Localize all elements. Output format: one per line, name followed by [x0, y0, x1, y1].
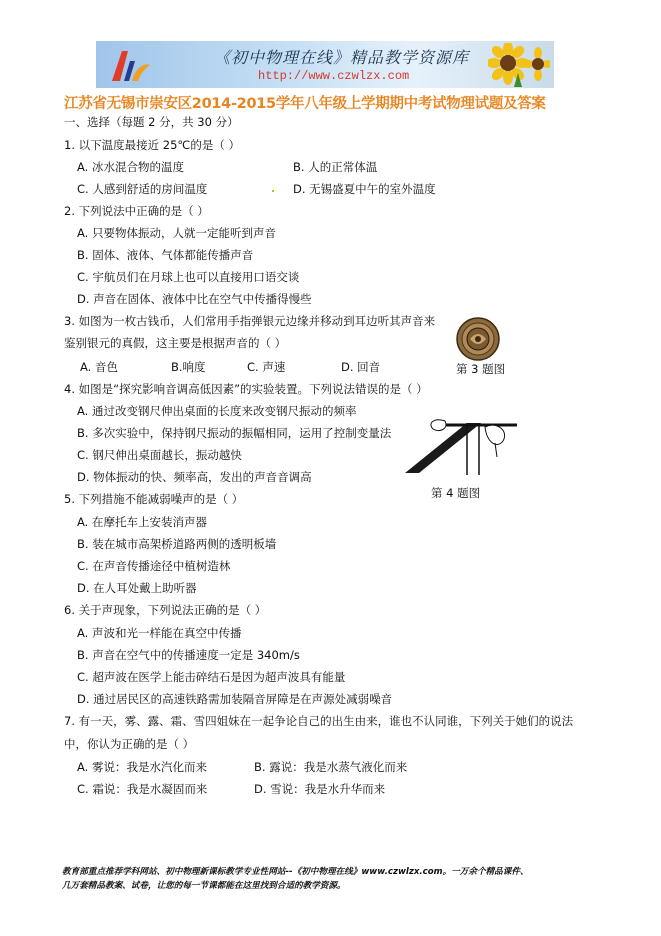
question-1-option-b[interactable]: B. 人的正常体温	[293, 160, 378, 174]
question-6-option-b[interactable]: B. 声音在空气中的传播速度一定是 340m/s	[77, 648, 300, 662]
question-7-option-b[interactable]: B. 露说：我是水蒸气液化而来	[254, 760, 408, 774]
section-header: 一、选择（每题 2 分，共 30 分）	[64, 115, 239, 129]
question-3-option-c[interactable]: C. 声速	[247, 360, 286, 374]
question-2-option-c[interactable]: C. 宇航员们在月球上也可以直接用口语交谈	[77, 270, 300, 284]
question-5-option-a[interactable]: A. 在摩托车上安装消声器	[77, 515, 207, 529]
question-1-option-c[interactable]: C. 人感到舒适的房间温度	[77, 182, 208, 196]
question-6-option-d[interactable]: D. 通过居民区的高速铁路需加装隔音屏障是在声源处减弱噪音	[77, 692, 393, 706]
question-2-option-a[interactable]: A. 只要物体振动，人就一定能听到声音	[77, 226, 276, 240]
question-4-option-b[interactable]: B. 多次实验中，保持钢尺振动的振幅相同，运用了控制变量法	[77, 426, 392, 440]
stray-dot	[272, 190, 274, 192]
figure-3-caption: 第 3 题图	[456, 362, 506, 376]
question-7-stem-line2: 中，你认为正确的是（ ）	[64, 737, 195, 751]
question-3-stem-line2: 鉴别银元的真假，这主要是根据声音的（ ）	[64, 336, 287, 350]
question-1-option-d[interactable]: D. 无锡盛夏中午的室外温度	[293, 182, 436, 196]
header-banner	[96, 41, 554, 88]
question-4-option-d[interactable]: D. 物体振动的快、频率高，发出的声音音调高	[77, 470, 312, 484]
footer-line-2: 几万套精品教案、试卷，让您的每一节课都能在这里找到合适的教学资源。	[62, 881, 346, 891]
question-2-stem: 2. 下列说法中正确的是（ ）	[64, 204, 209, 218]
question-4-option-a[interactable]: A. 通过改变钢尺伸出桌面的长度来改变钢尺振动的频率	[77, 404, 357, 418]
question-6-option-c[interactable]: C. 超声波在医学上能击碎结石是因为超声波具有能量	[77, 670, 346, 684]
ruler-experiment-figure	[405, 417, 517, 475]
banner-url[interactable]: http://www.czwlzx.com	[258, 69, 410, 83]
question-4-option-c[interactable]: C. 钢尺伸出桌面越长，振动越快	[77, 448, 242, 462]
question-2-option-d[interactable]: D. 声音在固体、液体中比在空气中传播得慢些	[77, 292, 312, 306]
question-1-stem: 1. 以下温度最接近 25℃的是（ ）	[64, 138, 240, 152]
question-7-option-a[interactable]: A. 雾说：我是水汽化而来	[77, 760, 207, 774]
question-3-option-a[interactable]: A. 音色	[80, 360, 118, 374]
question-7-option-c[interactable]: C. 霜说：我是水凝固而来	[77, 782, 208, 796]
question-4-stem: 4. 如图是“探究影响音调高低因素”的实验装置。下列说法错误的是（ ）	[64, 382, 428, 396]
question-7-option-d[interactable]: D. 雪说：我是水升华而来	[254, 782, 386, 796]
question-3-option-d[interactable]: D. 回音	[341, 360, 381, 374]
question-6-stem: 6. 关于声现象，下列说法正确的是（ ）	[64, 603, 267, 617]
sunflower-icon	[488, 43, 550, 87]
question-2-option-b[interactable]: B. 固体、液体、气体都能传播声音	[77, 248, 254, 262]
question-5-stem: 5. 下列措施不能减弱噪声的是（ ）	[64, 492, 244, 506]
figure-4-caption: 第 4 题图	[431, 486, 481, 500]
question-5-option-c[interactable]: C. 在声音传播途径中植树造林	[77, 559, 231, 573]
question-5-option-d[interactable]: D. 在人耳处戴上助听器	[77, 581, 197, 595]
site-logo-icon	[110, 47, 152, 83]
footer-line-1: 教育部重点推荐学科网站、初中物理新课标教学专业性网站--《初中物理在线》www.czwlzx.com。一万余个精品课件、	[62, 867, 529, 877]
question-6-option-a[interactable]: A. 声波和光一样能在真空中传播	[77, 626, 242, 640]
banner-title: 《初中物理在线》精品教学资源库	[214, 48, 470, 67]
document-title: 江苏省无锡市崇安区2014-2015学年八年级上学期期中考试物理试题及答案	[64, 96, 546, 112]
coin-figure	[456, 317, 500, 361]
question-3-stem-line1: 3. 如图为一枚古钱币，人们常用手指弹银元边缘并移动到耳边听其声音来	[64, 314, 436, 328]
question-1-option-a[interactable]: A. 冰水混合物的温度	[77, 160, 184, 174]
question-5-option-b[interactable]: B. 装在城市高架桥道路两侧的透明板墙	[77, 537, 277, 551]
question-3-option-b[interactable]: B.响度	[171, 360, 206, 374]
question-7-stem-line1: 7. 有一天，雾、露、霜、雪四姐妹在一起争论自己的出生由来，谁也不认同谁，下列关于她们的说法	[64, 714, 574, 728]
